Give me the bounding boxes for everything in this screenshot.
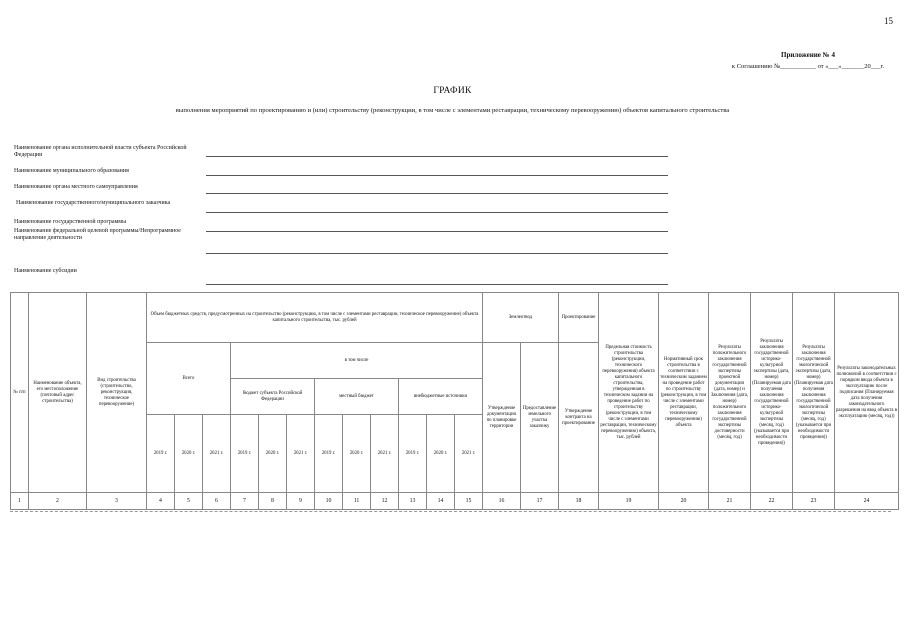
field-line-target-program[interactable] (206, 253, 668, 254)
col-header-design: Проектирование (559, 293, 599, 343)
col-header-local-budget: местный бюджет (315, 379, 399, 415)
year-cell: 2019 г. (231, 415, 259, 493)
table-bottom-dashed-line (10, 511, 891, 512)
col-header-19: Предельная стоимость строительства (реконструкции, технического перевооружения) объекта капитального строительства, утвержденная в техническом задании на проведение работ по строительству (реконструкции, в том числе с элементами реставрации, техническому перевооружению) объекта, тыс. рублей (599, 293, 659, 493)
year-cell: 2019 г. (399, 415, 427, 493)
column-number: 19 (599, 493, 659, 510)
column-number: 2 (29, 493, 87, 510)
document-subtitle: выполнения мероприятий по проектированию и (или) строительству (реконструкции, в том числе с элементами реставрации, техническому перевооружению) объектов капитального строительства (175, 107, 730, 114)
document-title: ГРАФИК (433, 86, 472, 96)
column-number: 23 (793, 493, 835, 510)
col-header-rf-budget: бюджет субъекта Российской Федерации (231, 379, 315, 415)
column-number: 11 (343, 493, 371, 510)
column-number: 17 (521, 493, 559, 510)
field-label-target-program: Наименование федеральной целевой программы/Непрограммное направление деятельности (14, 228, 181, 241)
field-line-local-government[interactable] (206, 193, 668, 194)
year-cell: 2021 г. (371, 415, 399, 493)
column-number: 6 (203, 493, 231, 510)
col-header-funding: Объем бюджетных средств, предусмотренных на строительство (реконструкцию, в том числе с элементами реставрации, техническое перевооружение) объекта капитального строительства, тыс. рублей (147, 293, 483, 343)
col-header-21: Результаты положительного заключения государственной экспертизы проектной документации (дата, номер) и Заключения (дата, номер) положительного заключения государственной экспертизы достоверности (месяц, год) (709, 293, 751, 493)
column-number: 24 (835, 493, 899, 510)
year-cell: 2019 г. (315, 415, 343, 493)
col-header-24: Результаты законодательных полномочий в соответствии с порядком ввода объекта в эксплуатацию после подписания (Планируемая дата получения законодательного разрешения на ввод объекта в эксплуатацию (месяц, год)) (835, 293, 899, 493)
page-number: 15 (884, 16, 893, 26)
column-number: 4 (147, 493, 175, 510)
field-line-authority[interactable] (206, 156, 668, 157)
field-label-municipality: Наименование муниципального образования (14, 168, 129, 174)
col-header-land-a: Утверждение документации по планировке территории (483, 343, 521, 493)
appendix-title: Приложение № 4 (781, 51, 835, 59)
year-cell: 2021 г. (287, 415, 315, 493)
year-cell: 2020 г. (427, 415, 455, 493)
appendix-block (728, 50, 888, 72)
col-header-land-b: Предоставление земельного участка заказчику (521, 343, 559, 493)
column-number: 16 (483, 493, 521, 510)
field-line-state-program[interactable] (206, 231, 668, 232)
field-line-customer[interactable] (206, 212, 668, 213)
year-cell: 2021 г. (455, 415, 483, 493)
column-number-row (11, 493, 899, 510)
column-number: 1 (11, 493, 29, 510)
col-header-type: Вид строительства (строительство, реконструкция, техническое перевооружение) (87, 293, 147, 493)
year-cell: 2020 г. (343, 415, 371, 493)
column-number: 9 (287, 493, 315, 510)
field-label-local-government: Наименование органа местного самоуправления (14, 184, 138, 190)
col-header-object: Наименование объекта, его местоположение (почтовый адрес строительства) (29, 293, 87, 493)
column-number: 20 (659, 493, 709, 510)
column-number: 21 (709, 493, 751, 510)
field-line-municipality[interactable] (206, 175, 668, 176)
schedule-table (10, 292, 899, 510)
column-number: 18 (559, 493, 599, 510)
col-header-including: в том числе (231, 343, 483, 379)
field-line-subsidy[interactable] (206, 284, 668, 285)
column-number: 22 (751, 493, 793, 510)
col-header-number: № п/п (11, 293, 29, 493)
col-header-20: Нормативный срок строительства в соответствии с техническим заданием на проведение работ по строительству (реконструкции, в том числе с элементами реставрации, техническому перевооружению) объекта (659, 293, 709, 493)
column-number: 12 (371, 493, 399, 510)
field-label-state-program: Наименование государственной программы (14, 219, 127, 225)
column-number: 10 (315, 493, 343, 510)
year-cell: 2021 г. (203, 415, 231, 493)
column-number: 15 (455, 493, 483, 510)
col-header-land: Землеотвод (483, 293, 559, 343)
field-label-authority: Наименование органа исполнительной власти субъекта Российской Федерации (14, 145, 187, 158)
year-cell: 2020 г. (259, 415, 287, 493)
column-number: 13 (399, 493, 427, 510)
appendix-line: к Соглашению №___________ от «___»_______20___г. (731, 63, 885, 70)
column-number: 14 (427, 493, 455, 510)
column-number: 5 (175, 493, 203, 510)
field-label-customer: Наименование государственного/муниципального заказчика (16, 200, 171, 206)
field-label-subsidy: Наименование субсидии (14, 268, 77, 274)
year-cell: 2020 г. (175, 415, 203, 493)
col-header-extra-sources: внебюджетные источники (399, 379, 483, 415)
column-number: 7 (231, 493, 259, 510)
col-header-22: Результаты заключения государственной историко-культурной экспертизы (дата, номер) (Планируемая дата получения заключения государственной историко-культурной экспертизы (месяц, год) (указывается при необходимости проведения)) (751, 293, 793, 493)
col-header-design-a: Утверждение контракта на проектирование (559, 343, 599, 493)
column-number: 8 (259, 493, 287, 510)
year-cell: 2019 г. (147, 415, 175, 493)
column-number: 3 (87, 493, 147, 510)
col-header-23: Результаты заключения государственной экологической экспертизы (дата, номер) (Планируемая дата получения заключения государственной экологической экспертизы (месяц, год) (указывается при необходимости проведения)) (793, 293, 835, 493)
col-header-total: Всего (147, 343, 231, 415)
